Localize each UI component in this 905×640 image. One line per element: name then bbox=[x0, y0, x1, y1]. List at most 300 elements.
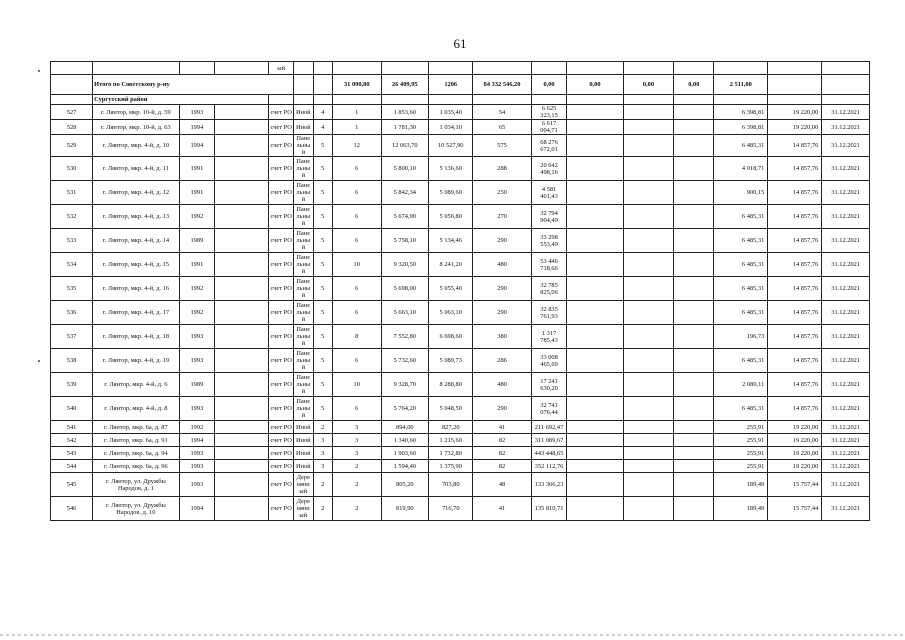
cell-wall: Пане льны й bbox=[294, 397, 313, 421]
empty-cell bbox=[215, 421, 269, 434]
cell-area-total: 5 758,10 bbox=[381, 229, 429, 253]
cell-area-living: 5 134,46 bbox=[429, 229, 473, 253]
cell-v1: 6 485,31 bbox=[714, 229, 768, 253]
cell-wall: Иной bbox=[294, 447, 313, 460]
cell-area-living: 716,70 bbox=[429, 497, 473, 521]
cell-account: счет РО bbox=[269, 253, 294, 277]
cell-cost: 32 741 076,44 bbox=[531, 397, 567, 421]
empty-cell bbox=[674, 397, 714, 421]
cell-address: г. Лянтор, мкр. 6а, д. 96 bbox=[93, 460, 179, 473]
cell-wall: Пане льны й bbox=[294, 135, 313, 157]
cell-address: г. Лянтор, мкр. 6а, д. 94 bbox=[93, 447, 179, 460]
cell-floors: 5 bbox=[313, 277, 332, 301]
cell-area-total: 7 552,80 bbox=[381, 325, 429, 349]
cell-date: 31.12.2021 bbox=[822, 105, 870, 120]
cell-area-total: 9 320,50 bbox=[381, 253, 429, 277]
cell-year: 1993 bbox=[179, 325, 215, 349]
table-row bbox=[51, 447, 870, 460]
empty-cell bbox=[674, 301, 714, 325]
cell-account: счет РО bbox=[269, 349, 294, 373]
empty-cell bbox=[215, 181, 269, 205]
cell-v1: 255,91 bbox=[714, 460, 768, 473]
empty-cell bbox=[674, 205, 714, 229]
empty-cell bbox=[674, 373, 714, 397]
cell-floors: 2 bbox=[313, 497, 332, 521]
empty-cell bbox=[215, 349, 269, 373]
cell-residents: 290 bbox=[473, 301, 531, 325]
empty-cell bbox=[567, 497, 623, 521]
cell-v2: 14 857,76 bbox=[768, 229, 822, 253]
cell-address: г. Лянтор, мкр. 4-й, д. 11 bbox=[93, 157, 179, 181]
empty-cell bbox=[215, 229, 269, 253]
cell-date: 31.12.2021 bbox=[822, 253, 870, 277]
cell-residents: 480 bbox=[473, 253, 531, 277]
cell-num: 545 bbox=[51, 473, 93, 497]
cell-residents: 286 bbox=[473, 349, 531, 373]
cell-area-living: 1 732,80 bbox=[429, 447, 473, 460]
cell-residents: 65 bbox=[473, 120, 531, 135]
empty-cell bbox=[567, 205, 623, 229]
cell-num: 529 bbox=[51, 135, 93, 157]
cell-year: 1989 bbox=[179, 229, 215, 253]
table-row bbox=[51, 301, 870, 325]
cell-address: г. Лянтор, мкр. 4-й, д. 10 bbox=[93, 135, 179, 157]
cell-num: 528 bbox=[51, 120, 93, 135]
empty-cell bbox=[674, 447, 714, 460]
empty-cell bbox=[674, 473, 714, 497]
cell-v1: 6 485,31 bbox=[714, 277, 768, 301]
housing-registry-table bbox=[50, 61, 870, 521]
cell-v2: 19 220,00 bbox=[768, 460, 822, 473]
cell-floors: 3 bbox=[313, 460, 332, 473]
empty-cell bbox=[674, 460, 714, 473]
cell-wall: Иной bbox=[294, 105, 313, 120]
cell-year: 1993 bbox=[179, 447, 215, 460]
cell-entrances: 2 bbox=[332, 460, 381, 473]
cell-area-total: 5 842,34 bbox=[381, 181, 429, 205]
cell-date: 31.12.2021 bbox=[822, 397, 870, 421]
cell-entrances: 6 bbox=[332, 181, 381, 205]
cell-address: г. Лянтор, мкр. 4-й, д. 14 bbox=[93, 229, 179, 253]
empty-cell bbox=[567, 253, 623, 277]
cell-residents: 82 bbox=[473, 434, 531, 447]
empty-cell bbox=[215, 120, 269, 135]
cell-wall: Иной bbox=[294, 460, 313, 473]
empty-cell bbox=[567, 181, 623, 205]
cell-account: счет РО bbox=[269, 460, 294, 473]
empty-cell bbox=[674, 135, 714, 157]
empty-cell bbox=[215, 105, 269, 120]
cell-area-total: 5 764,20 bbox=[381, 397, 429, 421]
section-row bbox=[51, 95, 870, 105]
cell-cost: 68 276 672,01 bbox=[531, 135, 567, 157]
cell-account: счет РО bbox=[269, 397, 294, 421]
cell-wall: Дере вянн ый bbox=[294, 497, 313, 521]
cell-date: 31.12.2021 bbox=[822, 120, 870, 135]
empty-cell bbox=[674, 253, 714, 277]
empty-cell bbox=[215, 205, 269, 229]
empty-cell bbox=[215, 277, 269, 301]
cell-date: 31.12.2021 bbox=[822, 181, 870, 205]
cell-account: счет РО bbox=[269, 277, 294, 301]
total-cost: 84 332 546,20 bbox=[473, 75, 531, 95]
table-row bbox=[51, 397, 870, 421]
cell-cost: 33 298 553,49 bbox=[531, 229, 567, 253]
empty-cell bbox=[674, 325, 714, 349]
cell-v1: 196,73 bbox=[714, 325, 768, 349]
cell-account: счет РО bbox=[269, 373, 294, 397]
empty-cell bbox=[623, 349, 674, 373]
cell-num: 543 bbox=[51, 447, 93, 460]
cell-area-total: 805,20 bbox=[381, 473, 429, 497]
cell-residents: 480 bbox=[473, 373, 531, 397]
cell-year: 1994 bbox=[179, 434, 215, 447]
cell-area-total: 1 340,60 bbox=[381, 434, 429, 447]
continued-row bbox=[51, 62, 870, 75]
cell-floors: 5 bbox=[313, 181, 332, 205]
empty-cell bbox=[215, 473, 269, 497]
cell-address: г. Лянтор, мкр. 6а, д. 91 bbox=[93, 434, 179, 447]
empty-cell bbox=[567, 460, 623, 473]
cell-entrances: 6 bbox=[332, 301, 381, 325]
cell-date: 31.12.2021 bbox=[822, 497, 870, 521]
empty-cell bbox=[623, 325, 674, 349]
cell-year: 1992 bbox=[179, 421, 215, 434]
cell-residents: 380 bbox=[473, 325, 531, 349]
empty-cell bbox=[674, 120, 714, 135]
cell-area-living: 5 056,80 bbox=[429, 205, 473, 229]
cell-v1: 189,49 bbox=[714, 497, 768, 521]
cell-area-living: 1 375,90 bbox=[429, 460, 473, 473]
cell-wall: Пане льны й bbox=[294, 349, 313, 373]
empty-cell bbox=[674, 277, 714, 301]
cell-v2: 14 857,76 bbox=[768, 157, 822, 181]
cell-residents: 270 bbox=[473, 205, 531, 229]
cell-entrances: 8 bbox=[332, 325, 381, 349]
cell-account: счет РО bbox=[269, 421, 294, 434]
empty-cell bbox=[674, 181, 714, 205]
cell-cost: 211 692,47 bbox=[531, 421, 567, 434]
cell-area-total: 1 781,30 bbox=[381, 120, 429, 135]
table-row bbox=[51, 253, 870, 277]
cell-year: 1993 bbox=[179, 349, 215, 373]
cell-address: г. Лянтор, мкр. 4-й, д. 15 bbox=[93, 253, 179, 277]
cell-wall: Пане льны й bbox=[294, 157, 313, 181]
cell-floors: 2 bbox=[313, 473, 332, 497]
cell-account: счет РО bbox=[269, 181, 294, 205]
cell-area-living: 827,20 bbox=[429, 421, 473, 434]
cell-date: 31.12.2021 bbox=[822, 421, 870, 434]
cell-num: 539 bbox=[51, 373, 93, 397]
cell-v2: 14 857,76 bbox=[768, 325, 822, 349]
table-row bbox=[51, 105, 870, 120]
cell-v1: 900,15 bbox=[714, 181, 768, 205]
cell-entrances: 10 bbox=[332, 253, 381, 277]
cell-cost: 33 008 465,69 bbox=[531, 349, 567, 373]
cell-area-living: 1 215,60 bbox=[429, 434, 473, 447]
empty-cell bbox=[215, 373, 269, 397]
scan-mark bbox=[38, 360, 40, 362]
cell-area-total: 819,90 bbox=[381, 497, 429, 521]
table-row bbox=[51, 373, 870, 397]
cell-cost: 6 617 004,71 bbox=[531, 120, 567, 135]
cell-num: 546 bbox=[51, 497, 93, 521]
cell-entrances: 3 bbox=[332, 434, 381, 447]
cell-v2: 14 857,76 bbox=[768, 277, 822, 301]
empty-cell bbox=[567, 421, 623, 434]
cell-v1: 6 485,31 bbox=[714, 253, 768, 277]
cell-address: г. Лянтор, мкр. 4-й, д. 19 bbox=[93, 349, 179, 373]
cell-v1: 6 485,31 bbox=[714, 135, 768, 157]
empty-cell bbox=[623, 497, 674, 521]
cell-account: счет РО bbox=[269, 447, 294, 460]
cell-floors: 3 bbox=[313, 447, 332, 460]
cell-cost: 352 112,76 bbox=[531, 460, 567, 473]
cell-num: 531 bbox=[51, 181, 93, 205]
cell-entrances: 10 bbox=[332, 373, 381, 397]
cell-entrances: 3 bbox=[332, 447, 381, 460]
cell-area-living: 5 089,73 bbox=[429, 349, 473, 373]
cell-floors: 5 bbox=[313, 229, 332, 253]
empty-cell bbox=[623, 157, 674, 181]
cell-v1: 6 485,31 bbox=[714, 397, 768, 421]
total-z4: 0,00 bbox=[674, 75, 714, 95]
empty-cell bbox=[623, 373, 674, 397]
cell-area-living: 5 089,60 bbox=[429, 181, 473, 205]
cell-cost: 1 317 785,43 bbox=[531, 325, 567, 349]
cell-residents: 575 bbox=[473, 135, 531, 157]
cell-entrances: 6 bbox=[332, 157, 381, 181]
cell-area-total: 9 328,70 bbox=[381, 373, 429, 397]
cell-area-living: 5 063,10 bbox=[429, 301, 473, 325]
empty-cell bbox=[674, 229, 714, 253]
cell-floors: 5 bbox=[313, 135, 332, 157]
cell-num: 541 bbox=[51, 421, 93, 434]
table-row bbox=[51, 421, 870, 434]
table-row bbox=[51, 434, 870, 447]
cell-num: 544 bbox=[51, 460, 93, 473]
cell-address: г. Лянтор, мкр. 6а, д. 87 bbox=[93, 421, 179, 434]
cell-entrances: 6 bbox=[332, 229, 381, 253]
cell-cost: 6 625 323,15 bbox=[531, 105, 567, 120]
cell-area-living: 5 055,40 bbox=[429, 277, 473, 301]
cell-year: 1993 bbox=[179, 397, 215, 421]
cell-wall: Пане льны й bbox=[294, 253, 313, 277]
empty-cell bbox=[674, 421, 714, 434]
cell-cost: 32 835 761,93 bbox=[531, 301, 567, 325]
cell-floors: 4 bbox=[313, 120, 332, 135]
cell-account: счет РО bbox=[269, 497, 294, 521]
cell-account: счет РО bbox=[269, 229, 294, 253]
cell-area-living: 10 527,90 bbox=[429, 135, 473, 157]
cell-v1: 189,49 bbox=[714, 473, 768, 497]
empty-cell bbox=[567, 447, 623, 460]
cell-area-living: 8 288,80 bbox=[429, 373, 473, 397]
cell-v1: 4 018,71 bbox=[714, 157, 768, 181]
empty-cell bbox=[674, 157, 714, 181]
cell-wall: Пане льны й bbox=[294, 205, 313, 229]
cell-date: 31.12.2021 bbox=[822, 301, 870, 325]
cell-year: 1994 bbox=[179, 120, 215, 135]
empty-cell bbox=[567, 229, 623, 253]
empty-cell bbox=[623, 277, 674, 301]
total-area-living: 26 409,95 bbox=[381, 75, 429, 95]
cell-floors: 5 bbox=[313, 205, 332, 229]
cell-date: 31.12.2021 bbox=[822, 325, 870, 349]
total-label: Итого по Советскому р-ну bbox=[93, 75, 294, 95]
cell-date: 31.12.2021 bbox=[822, 277, 870, 301]
cell-v2: 19 220,00 bbox=[768, 447, 822, 460]
empty-cell bbox=[623, 447, 674, 460]
cell-wall: Пане льны й bbox=[294, 325, 313, 349]
cell-v2: 14 857,76 bbox=[768, 253, 822, 277]
empty-cell bbox=[567, 301, 623, 325]
cell-entrances: 1 bbox=[332, 120, 381, 135]
empty-cell bbox=[623, 181, 674, 205]
cell-cost: 53 446 718,66 bbox=[531, 253, 567, 277]
empty-cell bbox=[623, 135, 674, 157]
cell-v1: 6 485,31 bbox=[714, 301, 768, 325]
empty-cell bbox=[567, 105, 623, 120]
cell-date: 31.12.2021 bbox=[822, 473, 870, 497]
cell-entrances: 6 bbox=[332, 397, 381, 421]
cell-residents: 288 bbox=[473, 157, 531, 181]
total-row bbox=[51, 75, 870, 95]
cell-year: 1991 bbox=[179, 181, 215, 205]
cell-year: 1991 bbox=[179, 253, 215, 277]
cell-year: 1992 bbox=[179, 277, 215, 301]
empty-cell bbox=[215, 157, 269, 181]
cell-address: г. Лянтор, мкр. 4-й, д. 6 bbox=[93, 373, 179, 397]
cell-v2: 15 757,44 bbox=[768, 497, 822, 521]
empty-cell bbox=[674, 349, 714, 373]
cell-v2: 14 857,76 bbox=[768, 373, 822, 397]
total-z2: 0,00 bbox=[567, 75, 623, 95]
cell-year: 1992 bbox=[179, 301, 215, 325]
empty-cell bbox=[623, 460, 674, 473]
cell-wall: Пане льны й bbox=[294, 229, 313, 253]
cell-year: 1993 bbox=[179, 473, 215, 497]
cell-account: счет РО bbox=[269, 301, 294, 325]
cell-address: г. Лянтор, ул. Дружбы Народов, д. 10 bbox=[93, 497, 179, 521]
cell-v1: 6 485,31 bbox=[714, 349, 768, 373]
cell-address: г. Лянтор, мкр. 4-й, д. 12 bbox=[93, 181, 179, 205]
cell-v1: 6 398,81 bbox=[714, 120, 768, 135]
cell-num: 540 bbox=[51, 397, 93, 421]
empty-cell bbox=[567, 473, 623, 497]
total-z3: 0,00 bbox=[623, 75, 674, 95]
cell-address: г. Лянтор, мкр. 10-й, д. 59 bbox=[93, 105, 179, 120]
cell-date: 31.12.2021 bbox=[822, 373, 870, 397]
cell-area-living: 6 698,60 bbox=[429, 325, 473, 349]
cell-residents: 290 bbox=[473, 277, 531, 301]
cell-entrances: 2 bbox=[332, 497, 381, 521]
empty-cell bbox=[567, 277, 623, 301]
cell-cost: 20 642 498,16 bbox=[531, 157, 567, 181]
cell-year: 1993 bbox=[179, 460, 215, 473]
cell-v2: 14 857,76 bbox=[768, 397, 822, 421]
cell-wall: Иной bbox=[294, 434, 313, 447]
cell-entrances: 1 bbox=[332, 105, 381, 120]
cell-floors: 5 bbox=[313, 373, 332, 397]
empty-cell bbox=[623, 253, 674, 277]
cell-num: 533 bbox=[51, 229, 93, 253]
total-z1: 0,00 bbox=[531, 75, 567, 95]
cell-floors: 4 bbox=[313, 105, 332, 120]
cell-year: 1989 bbox=[179, 373, 215, 397]
cell-account: счет РО bbox=[269, 205, 294, 229]
cell-v1: 255,91 bbox=[714, 447, 768, 460]
total-sum: 2 511,80 bbox=[714, 75, 768, 95]
page-number: 61 bbox=[453, 36, 467, 51]
cell-wall: Иной bbox=[294, 421, 313, 434]
total-area-total: 31 090,80 bbox=[332, 75, 381, 95]
table-row bbox=[51, 205, 870, 229]
cell-date: 31.12.2021 bbox=[822, 447, 870, 460]
cell-residents: 41 bbox=[473, 497, 531, 521]
cell-entrances: 12 bbox=[332, 135, 381, 157]
cell-num: 535 bbox=[51, 277, 93, 301]
cell-v2: 14 857,76 bbox=[768, 205, 822, 229]
empty-cell bbox=[623, 421, 674, 434]
cell-num: 537 bbox=[51, 325, 93, 349]
cell-account: счет РО bbox=[269, 434, 294, 447]
empty-cell bbox=[567, 325, 623, 349]
empty-cell bbox=[674, 105, 714, 120]
cell-entrances: 6 bbox=[332, 205, 381, 229]
empty-cell bbox=[215, 447, 269, 460]
cell-area-total: 5 698,00 bbox=[381, 277, 429, 301]
cell-entrances: 6 bbox=[332, 277, 381, 301]
cell-residents: 41 bbox=[473, 421, 531, 434]
cell-entrances: 6 bbox=[332, 349, 381, 373]
cell-date: 31.12.2021 bbox=[822, 460, 870, 473]
cell-account: счет РО bbox=[269, 120, 294, 135]
empty-cell bbox=[567, 135, 623, 157]
table-row bbox=[51, 349, 870, 373]
cell-area-total: 5 674,90 bbox=[381, 205, 429, 229]
cell-year: 1994 bbox=[179, 497, 215, 521]
cell-v2: 14 857,76 bbox=[768, 135, 822, 157]
empty-cell bbox=[567, 349, 623, 373]
cell-wall: Пане льны й bbox=[294, 181, 313, 205]
cell-date: 31.12.2021 bbox=[822, 135, 870, 157]
cell-floors: 5 bbox=[313, 325, 332, 349]
empty-cell bbox=[674, 434, 714, 447]
cell-address: г. Лянтор, мкр. 4-й, д. 16 bbox=[93, 277, 179, 301]
cell-cost: 135 810,71 bbox=[531, 497, 567, 521]
cell-floors: 5 bbox=[313, 253, 332, 277]
cell-area-living: 703,80 bbox=[429, 473, 473, 497]
cell-area-total: 1 594,40 bbox=[381, 460, 429, 473]
cell-account: счет РО bbox=[269, 157, 294, 181]
cell-year: 1993 bbox=[179, 105, 215, 120]
table-row bbox=[51, 120, 870, 135]
cell-num: 536 bbox=[51, 301, 93, 325]
cell-cost: 311 089,67 bbox=[531, 434, 567, 447]
table-row bbox=[51, 325, 870, 349]
empty-cell bbox=[623, 120, 674, 135]
cell-date: 31.12.2021 bbox=[822, 434, 870, 447]
section-title: Сургутский район bbox=[93, 95, 269, 105]
cell-entrances: 3 bbox=[332, 421, 381, 434]
cell-date: 31.12.2021 bbox=[822, 349, 870, 373]
empty-cell bbox=[567, 157, 623, 181]
empty-cell bbox=[623, 473, 674, 497]
empty-cell bbox=[215, 135, 269, 157]
cell-area-living: 1 034,10 bbox=[429, 120, 473, 135]
table-row bbox=[51, 460, 870, 473]
